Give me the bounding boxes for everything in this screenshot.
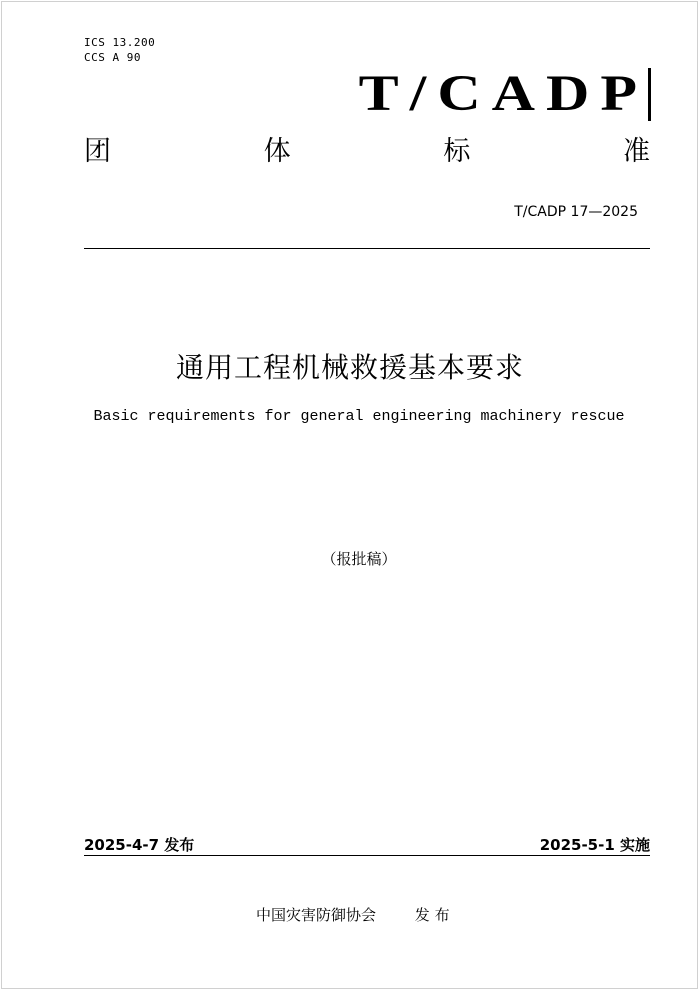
publisher-org: 中国灾害防御协会 [256, 906, 377, 924]
publisher-action: 发 布 [414, 906, 450, 924]
title-english: Basic requirements for general engineering machinery rescue [93, 408, 625, 425]
ics-code: ICS 13.200 [84, 36, 156, 49]
standard-type-char: 准 [622, 136, 650, 167]
standard-logo: T/CADP [358, 65, 648, 122]
publisher [256, 904, 450, 925]
header-rule [84, 248, 650, 249]
standard-type [84, 136, 650, 168]
draft-status: （报批稿） [321, 550, 397, 568]
issue-date: 2025-4-7 发布 [84, 836, 195, 854]
standard-number: T/CADP 17—2025 [514, 204, 638, 220]
logo-bar [648, 68, 651, 121]
footer-rule [84, 855, 650, 856]
standard-type-char: 标 [443, 136, 471, 167]
title-chinese: 通用工程机械救援基本要求 [175, 351, 524, 384]
ccs-code: CCS A 90 [84, 51, 141, 64]
standard-type-char: 团 [84, 136, 111, 167]
implementation-date: 2025-5-1 实施 [539, 836, 650, 854]
standard-type-char: 体 [263, 136, 291, 167]
